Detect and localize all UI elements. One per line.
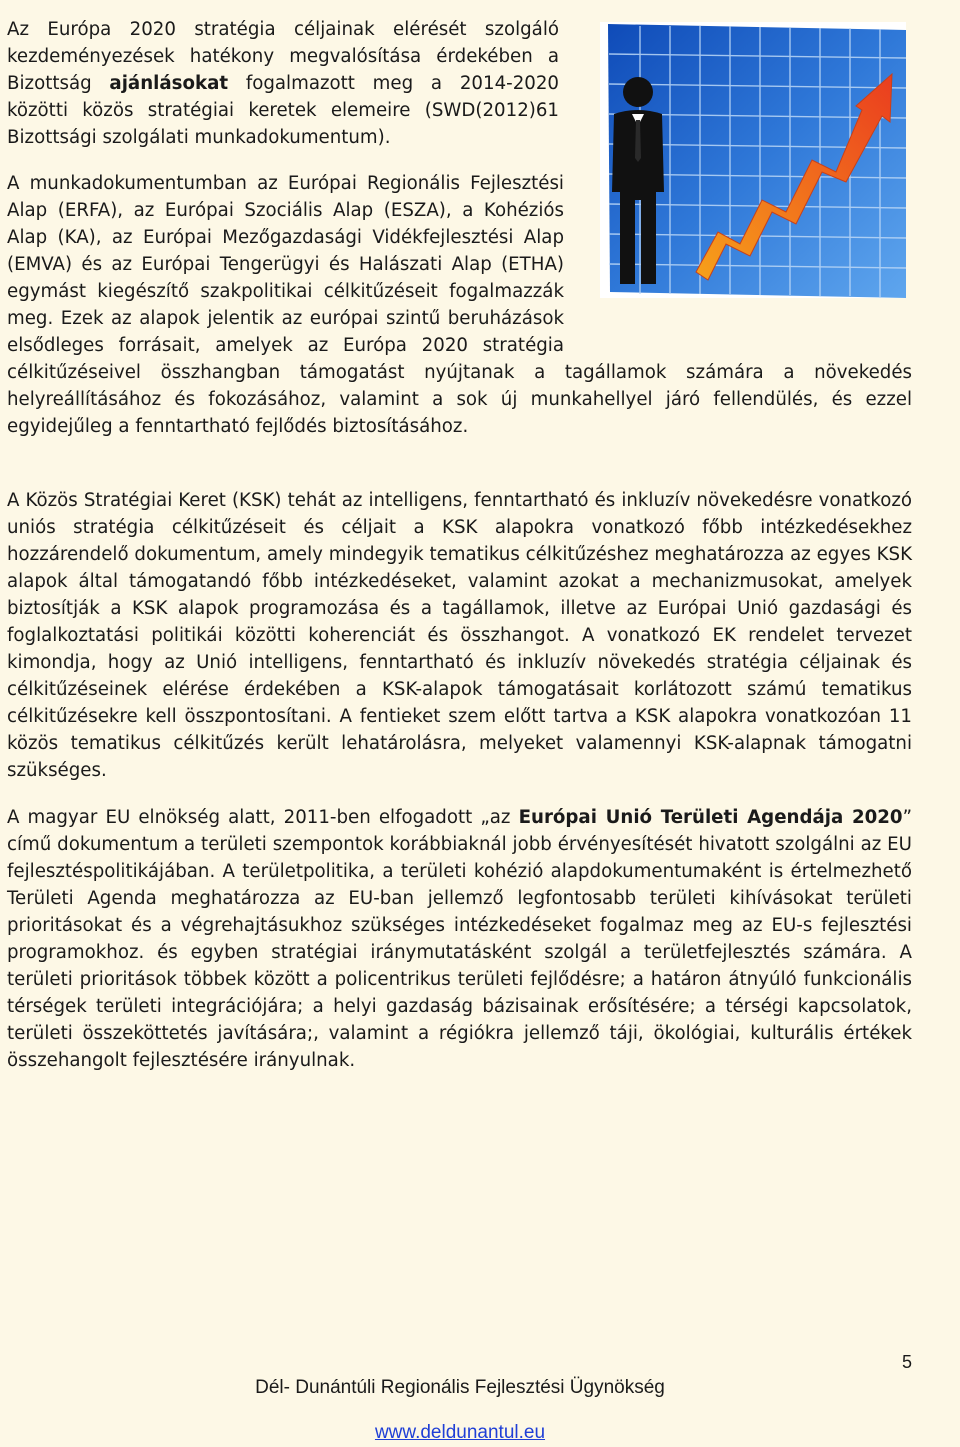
page-number: 5: [901, 1352, 912, 1372]
growth-chart-businessman-icon: [600, 22, 906, 298]
footer-website-link[interactable]: www.deldunantul.eu: [374, 1422, 546, 1443]
intro-bold-term: ajánlásokat: [109, 73, 229, 94]
agenda-text-part1: A magyar EU elnökség alatt, 2011-ben elfogadott „az: [7, 807, 519, 828]
footer-organization: Dél- Dunántúli Regionális Fejlesztési Ügynökség: [255, 1377, 665, 1398]
agenda-bold-title: Európai Unió Területi Agendája 2020: [518, 807, 903, 828]
funds-text: A munkadokumentumban az Európai Regionális Fejlesztési Alap (ERFA), az Európai Szociális Alap (ESZA), a Kohéziós Alap (KA), az Európai Mezőgazdasági Vidékfejlesztési Alap (EMVA) és az Európai Tengerügyi és Halászati Alap (ETHA) egymást kiegészítő szakpolitikai célkitűzéseit fogalmazzák meg. Ezek az alapok jelentik az európai szintű beruházások elsődleges forrásait, amelyek az Európa 2020 stratégia célkitűzéseivel összhangban támogatást nyújtanak a tagállamok számára a növekedés helyreállításához és fokozásához, valamint a sok új munkahellyel járó fellendülés, és ezzel egyidejűleg a fenntartható fejlődés biztosításához.: [7, 173, 912, 437]
agenda-text-part2: ” című dokumentum a területi szempontok korábbiaknál jobb érvényesítését hivatott szolgálni az EU fejlesztéspolitikájában. A területpolitika, a területi kohézió alapdokumentumaként is értelmezhető Területi Agenda meghatározza az EU-ban jellemző legfontosabb területi kihívásokat területi prioritásokat és a végrehajtásukhoz szükséges intézkedéseket fogalmaz meg az EU-s fejlesztési programokhoz. és egyben stratégiai iránymutatásként szolgál a területfejlesztés számára. A területi prioritások többek között a policentrikus területi fejlődésre; a határon átnyúló funkcionális térségek területi integrációjára; a helyi gazdaság bázisainak erősítésére; a térségi kapcsolatok, területi összeköttetés javítására;, valamint a régiókra jellemző táji, ökológiai, kulturális értékek összehangolt fejlesztésére irányulnak.: [7, 807, 913, 1071]
intro-text-part1: Az Európa 2020 stratégia céljainak elérését szolgáló kezdeményezések hatékony megvalósítása érdekében a Bizottság: [7, 19, 559, 94]
ksk-paragraph: A Közös Stratégiai Keret (KSK) tehát az intelligens, fenntartható és inkluzív növekedésre vonatkozó uniós stratégia célkitűzéseit és céljait a KSK alapokra vonatkozó főbb intézkedésekhez hozzárendelő dokumentum, amely mindegyik tematikus célkitűzéshez meghatározza az egyes KSK alapok által támogatandó főbb intézkedéseket, valamint azokat a mechanizmusokat, amelyek biztosítják a KSK alapok programozása és a tagállamok, illetve az Európai Unió gazdasági és foglalkoztatási politikái közötti koherenciát és összhangot. A vonatkozó EK rendelet tervezet kimondja, hogy az Unió intelligens, fenntartható és inkluzív növekedés stratégia céljainak és célkitűzéseinek elérése érdekében a KSK-alapok támogatásait korlátozott számú tematikus célkitűzésekre kell összpontosítani. A fentieket szem előtt tartva a KSK alapokra vonatkozóan 11 közös tematikus célkitűzés került lehatárolásra, melyeket valamennyi KSK-alapnak támogatni szükséges.: [7, 490, 912, 781]
intro-paragraph: [7, 16, 559, 151]
intro-text-part2: fogalmazott meg a 2014-2020 közötti közös stratégiai keretek elemeire (SWD(2012)61 Bizottsági szolgálati munkadokumentum).: [7, 73, 559, 148]
territorial-agenda-paragraph: [7, 804, 912, 1074]
